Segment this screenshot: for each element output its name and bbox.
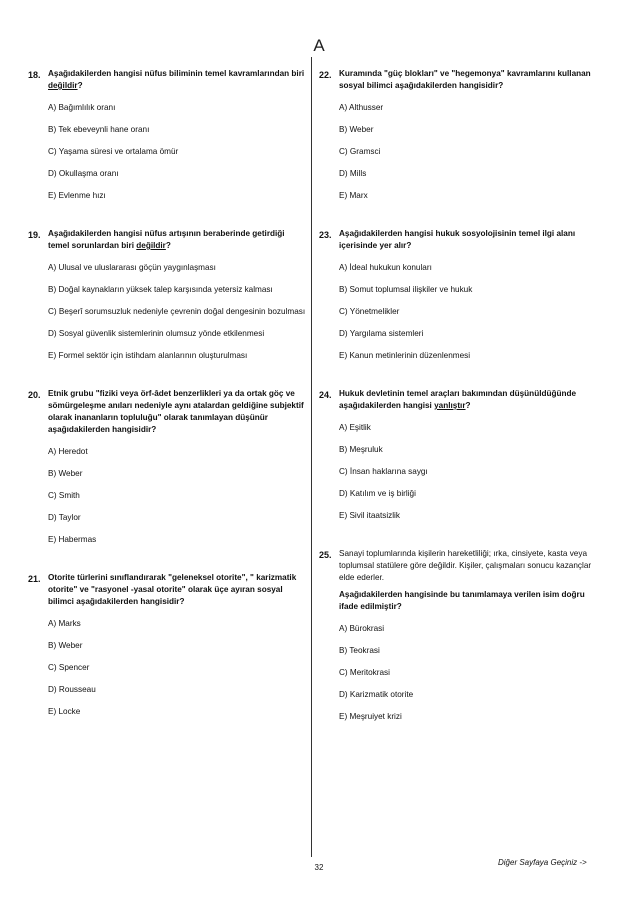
option-c[interactable]: C) Meritokrasi xyxy=(339,668,390,677)
option-a[interactable]: A) Eşitlik xyxy=(339,423,371,432)
question-number: 25. xyxy=(319,550,332,560)
question-23 xyxy=(319,228,597,362)
option-d[interactable]: D) Mills xyxy=(339,169,367,178)
question-21-stem: 21. Otorite türlerini sınıflandırarak "geleneksel otorite", " karizmatik otorite" ve "rasyonel -yasal otorite" olarak üçe ayıran sosyal bilimci aşağıdakilerden hangisidir? xyxy=(28,573,297,606)
option-b[interactable]: B) Tek ebeveynli hane oranı xyxy=(48,125,150,134)
option-a[interactable]: A) İdeal hukukun konuları xyxy=(339,263,432,272)
option-a[interactable]: A) Ulusal ve uluslararası göçün yaygınlaşması xyxy=(48,263,216,272)
left-column xyxy=(28,68,306,736)
option-d[interactable]: D) Okullaşma oranı xyxy=(48,169,119,178)
option-b[interactable]: B) Teokrasi xyxy=(339,646,380,655)
option-e[interactable]: E) Formel sektör için istihdam alanlarının oluşturulması xyxy=(48,351,248,360)
option-d[interactable]: D) Rousseau xyxy=(48,685,96,694)
option-c[interactable]: C) Smith xyxy=(48,491,80,500)
option-a[interactable]: A) Marks xyxy=(48,619,81,628)
booklet-letter: A xyxy=(313,36,325,55)
option-e[interactable]: E) Sivil itaatsizlik xyxy=(339,511,400,520)
option-a[interactable]: A) Heredot xyxy=(48,447,88,456)
option-a[interactable]: A) Bağımlılık oranı xyxy=(48,103,116,112)
question-number: 21. xyxy=(28,574,41,584)
column-divider xyxy=(311,57,312,857)
question-number: 19. xyxy=(28,230,41,240)
question-24-stem: 24. Hukuk devletinin temel araçları bakımından düşünüldüğünde aşağıdakilerden hangisi yanlıştır? xyxy=(319,389,577,410)
question-25-stem: Aşağıdakilerden hangisinde bu tanımlamaya verilen isim doğru ifade edilmiştir? xyxy=(339,590,585,611)
question-25 xyxy=(319,548,597,723)
option-a[interactable]: A) Bürokrasi xyxy=(339,624,385,633)
option-d[interactable]: D) Katılım ve iş birliği xyxy=(339,489,416,498)
question-19 xyxy=(28,228,306,362)
option-d[interactable]: D) Yargılama sistemleri xyxy=(339,329,424,338)
option-c[interactable]: C) Gramsci xyxy=(339,147,381,156)
question-18 xyxy=(28,68,306,202)
option-e[interactable]: E) Meşruiyet krizi xyxy=(339,712,402,721)
question-number: 22. xyxy=(319,70,332,80)
emphasis-underline: yanlıştır xyxy=(434,401,466,410)
question-19-stem: 19. Aşağıdakilerden hangisi nüfus artışının beraberinde getirdiği temel sorunlardan biri değildir? xyxy=(28,229,285,250)
option-c[interactable]: C) Yaşama süresi ve ortalama ömür xyxy=(48,147,179,156)
option-e[interactable]: E) Marx xyxy=(339,191,368,200)
option-e[interactable]: E) Evlenme hızı xyxy=(48,191,106,200)
option-b[interactable]: B) Weber xyxy=(339,125,374,134)
option-e[interactable]: E) Locke xyxy=(48,707,81,716)
option-d[interactable]: D) Taylor xyxy=(48,513,81,522)
question-20 xyxy=(28,388,306,546)
option-b[interactable]: B) Meşruluk xyxy=(339,445,383,454)
option-d[interactable]: D) Sosyal güvenlik sistemlerinin olumsuz yönde etkilenmesi xyxy=(48,329,265,338)
page-number: 32 xyxy=(314,863,324,872)
next-page-note: Diğer Sayfaya Geçiniz -> xyxy=(498,858,587,867)
question-20-stem: 20. Etnik grubu "fiziki veya örf-âdet benzerlikleri ya da ortak göç ve sömürgeleşme anıları nedeniyle aynı atalardan geldiğine subjektif olarak inananların topluluğu" olarak tanımlayan düşünür aşağıdakilerden hangisidir? xyxy=(28,389,304,434)
question-18-stem: 18. Aşağıdakilerden hangisi nüfus biliminin temel kavramlarından biri değildir? xyxy=(28,69,305,90)
question-number: 20. xyxy=(28,390,41,400)
option-d[interactable]: D) Karizmatik otorite xyxy=(339,690,414,699)
question-22 xyxy=(319,68,597,202)
question-number: 24. xyxy=(319,390,332,400)
option-b[interactable]: B) Doğal kaynakların yüksek talep karşısında yetersiz kalması xyxy=(48,285,273,294)
right-column xyxy=(319,68,597,741)
question-24 xyxy=(319,388,597,522)
question-number: 23. xyxy=(319,230,332,240)
option-b[interactable]: B) Weber xyxy=(48,469,83,478)
option-a[interactable]: A) Althusser xyxy=(339,103,384,112)
option-c[interactable]: C) İnsan haklarına saygı xyxy=(339,467,428,476)
option-b[interactable]: B) Somut toplumsal ilişkiler ve hukuk xyxy=(339,285,473,294)
question-22-stem: 22. Kuramında "güç blokları" ve "hegemonya" kavramlarını kullanan sosyal bilimci aşağıdakilerden hangisidir? xyxy=(319,69,591,90)
question-25-intro: 25. Sanayi toplumlarında kişilerin hareketliliği; ırka, cinsiyete, kasta veya toplumsal statülere göre değildir. Kişiler, çalışmaları sonucu kazançlar elde ederler. xyxy=(319,549,592,582)
option-e[interactable]: E) Habermas xyxy=(48,535,97,544)
question-21 xyxy=(28,572,306,718)
question-number: 18. xyxy=(28,70,41,80)
emphasis-underline: değildir xyxy=(48,81,78,90)
option-c[interactable]: C) Spencer xyxy=(48,663,90,672)
option-c[interactable]: C) Yönetmelikler xyxy=(339,307,400,316)
option-e[interactable]: E) Kanun metinlerinin düzenlenmesi xyxy=(339,351,471,360)
option-c[interactable]: C) Beşerî sorumsuzluk nedeniyle çevrenin doğal dengesinin bozulması xyxy=(48,307,306,316)
emphasis-underline: değildir xyxy=(136,241,166,250)
option-b[interactable]: B) Weber xyxy=(48,641,83,650)
question-23-stem: 23. Aşağıdakilerden hangisi hukuk sosyolojisinin temel ilgi alanı içerisinde yer alır? xyxy=(319,229,576,250)
